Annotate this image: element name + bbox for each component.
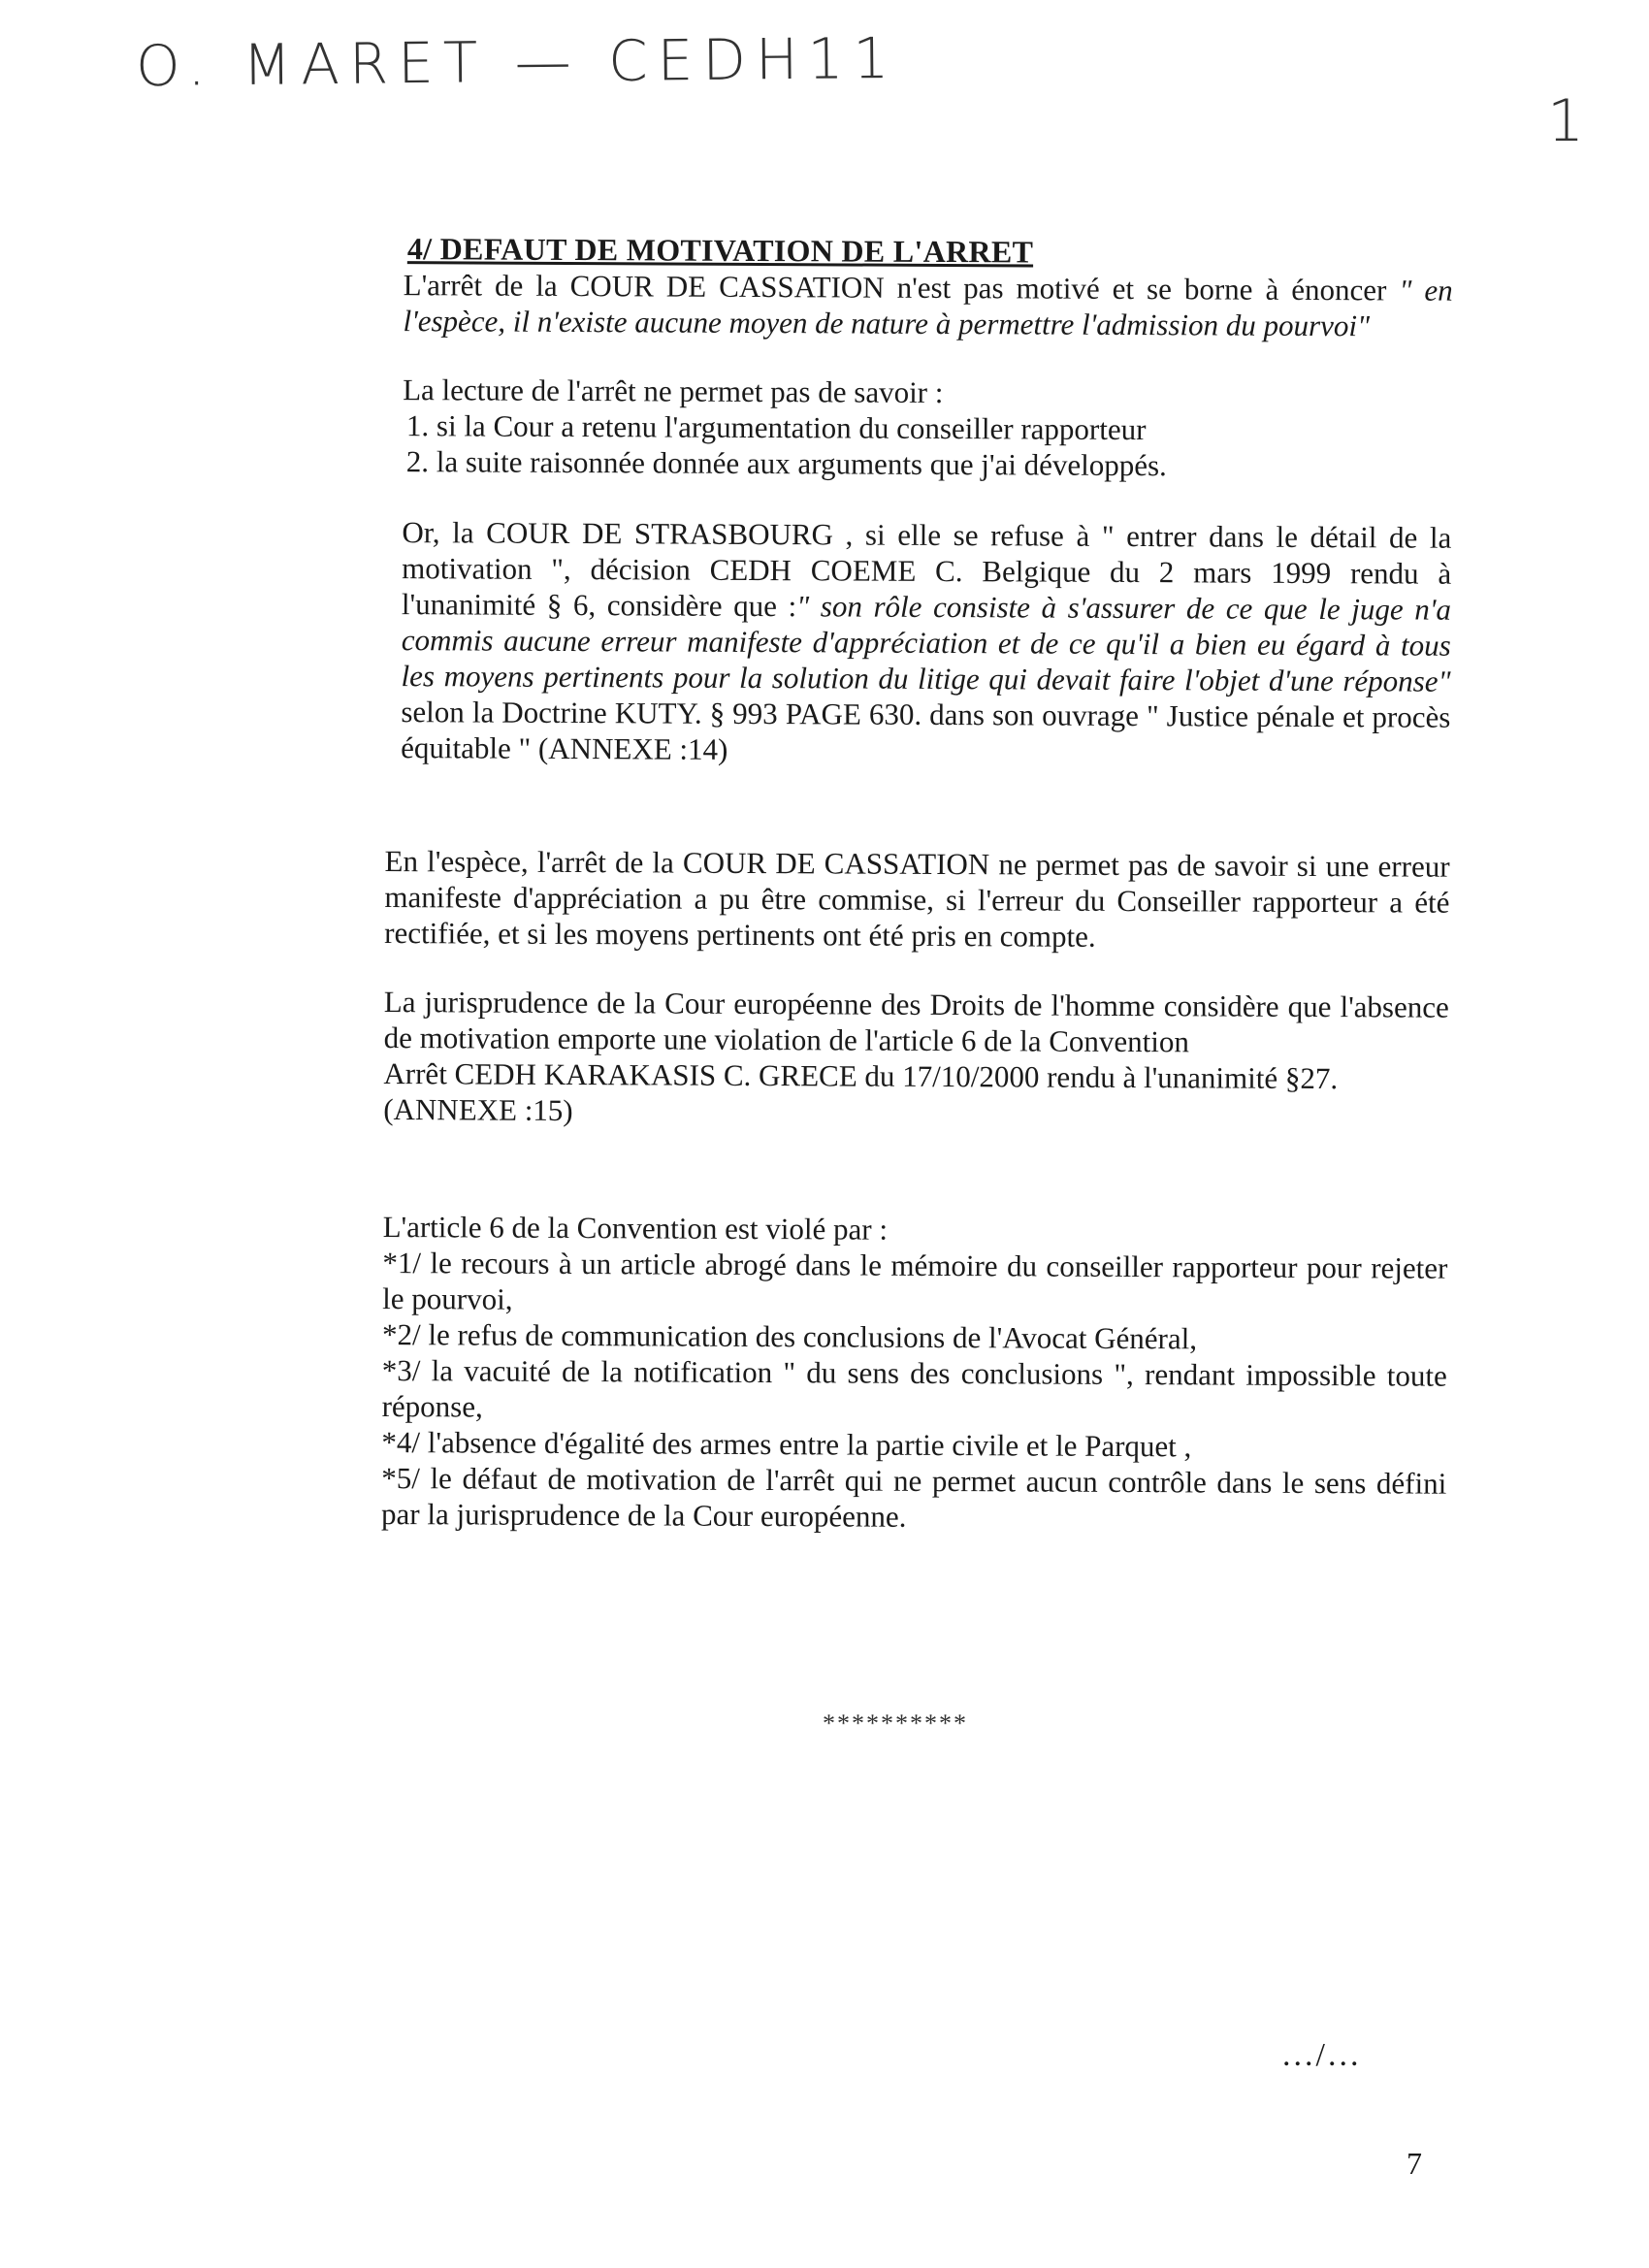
list-item: *5/ le défaut de motivation de l'arrêt qui ne permet aucun contrôle dans le sens défini par la jurisprudence de la Cour européenne.: [380, 1460, 1447, 1534]
lecture-list: [387, 407, 1452, 485]
espece-paragraph: En l'espèce, l'arrêt de la COUR DE CASSATION ne permet pas de savoir si une erreur manifeste d'appréciation a pu être commise, si l'erreur du Conseiller rapporteur a été rectifiée, et si les moyens pertinents ont été pris en compte.: [384, 843, 1450, 954]
list-item: 1. si la Cour a retenu l'argumentation du conseiller rapporteur: [405, 408, 1147, 447]
strasbourg-doctrine: selon la Doctrine KUTY. § 993 PAGE 630. dans son ouvrage " Justice pénale et procès équitable " (ANNEXE :14): [401, 695, 1451, 766]
jurisprudence-annex: (ANNEXE :15): [383, 1091, 573, 1128]
violations-intro: L'article 6 de la Convention est violé par :: [382, 1209, 889, 1247]
violations-list: [381, 1245, 1448, 1538]
intro-text: L'arrêt de la COUR DE CASSATION n'est pas motivé et se borne à énoncer: [403, 268, 1400, 308]
lecture-intro: La lecture de l'arrêt ne permet pas de savoir :: [403, 373, 944, 409]
list-item: 2. la suite raisonnée donnée aux arguments que j'ai développés.: [405, 444, 1167, 483]
strasbourg-text: Or, la COUR DE STRASBOURG , si elle se refuse à " entrer dans le détail de la motivation ", décision CEDH COEME C. Belgique du 2 mars 1999 rendu à l'unanimité § 6, considère que :: [401, 515, 1452, 624]
list-item: *4/ l'absence d'égalité des armes entre la partie civile et le Parquet ,: [381, 1424, 1192, 1464]
page-number: 7: [1406, 2146, 1422, 2181]
handwritten-page-mark: 1: [1547, 87, 1585, 155]
list-item: *3/ la vacuité de la notification " du sens des conclusions ", rendant impossible toute réponse,: [381, 1352, 1447, 1424]
list-item: *1/ le recours à un article abrogé dans le mémoire du conseiller rapporteur pour rejeter le pourvoi,: [382, 1245, 1448, 1316]
intro-quote: " en l'espèce, il n'existe aucune moyen de nature à permettre l'admission du pourvoi": [403, 273, 1453, 343]
section-separator: **********: [823, 1709, 968, 1737]
strasbourg-paragraph: [401, 514, 1451, 771]
strasbourg-quote: " son rôle consiste à s'assurer de ce que le juge n'a commis aucune erreur manifeste d'appréciation et de ce qu'il a bien eu égard à tous les moyens pertinents pour la solution du litige qui devait faire l'objet d'une réponse": [401, 589, 1452, 698]
list-item: *2/ le refus de communication des conclusions de l'Avocat Général,: [381, 1316, 1198, 1356]
continuation-mark: .../...: [1282, 2037, 1362, 2073]
document-body: [381, 231, 1453, 1538]
jurisprudence-reference: Arrêt CEDH KARAKASIS C. GRECE du 17/10/2000 rendu à l'unanimité §27.: [383, 1055, 1339, 1096]
section-heading: 4/ DEFAUT DE MOTIVATION DE L'ARRET: [406, 231, 1034, 270]
jurisprudence-paragraph: La jurisprudence de la Cour européenne des Droits de l'homme considère que l'absence de motivation emporte une violation de l'article 6 de la Convention: [383, 984, 1449, 1059]
handwritten-header-note: O. MARET — CEDH11: [135, 24, 899, 100]
intro-paragraph: [403, 267, 1452, 344]
